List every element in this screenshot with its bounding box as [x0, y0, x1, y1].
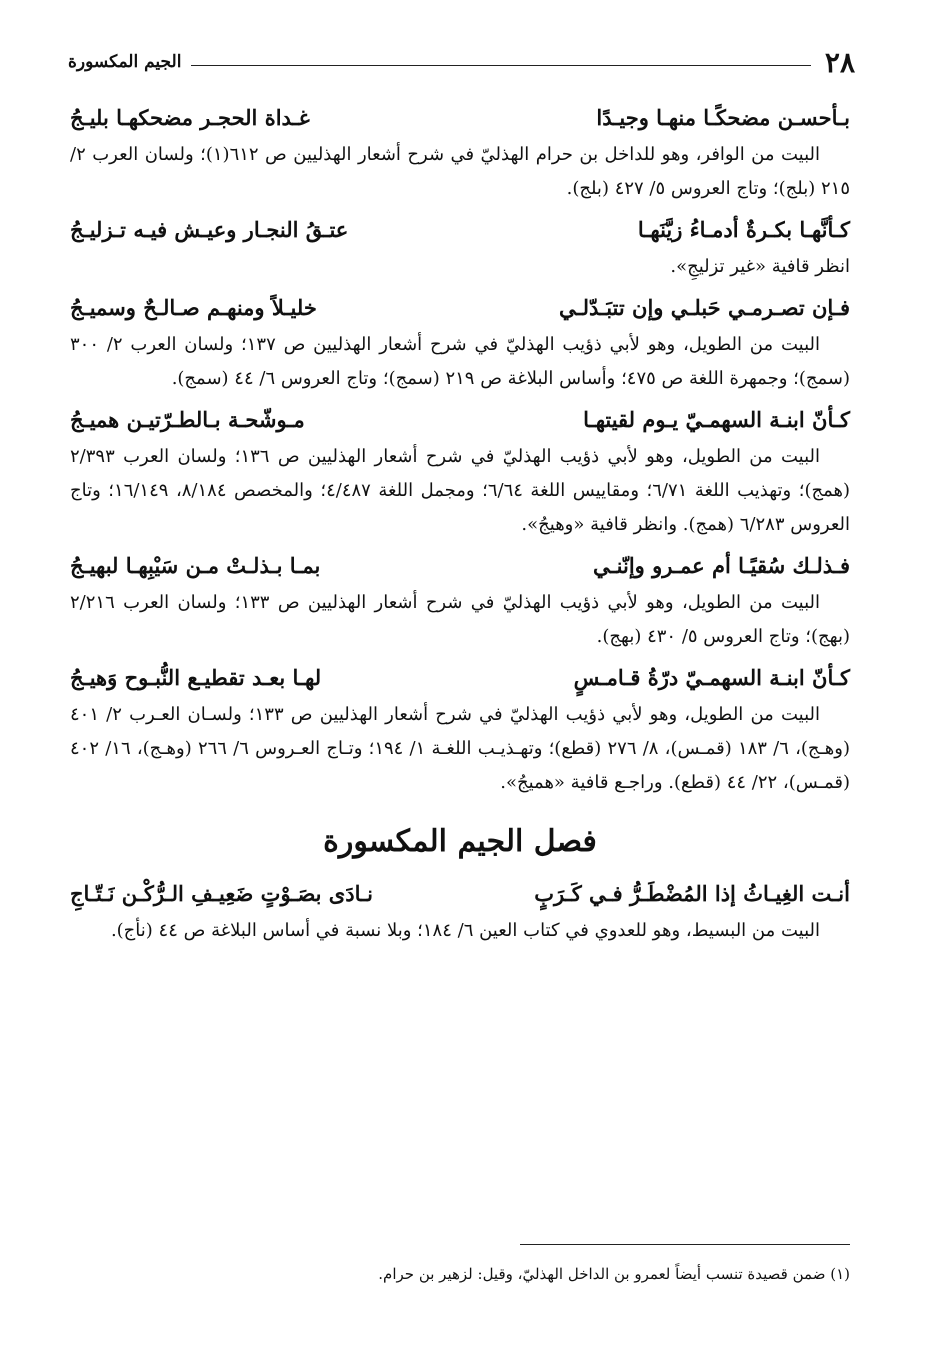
- verse-line: [70, 660, 850, 696]
- commentary-paragraph: [70, 328, 850, 396]
- commentary-text: البيت من الطويل، وهو لأبي ذؤيب الهذليّ في شرح أشعار الهذليين ص ١٣٧؛ ولسان العرب ٢/ ٣٠٠ (سمج)؛ وجمهرة اللغة ص ٤٧٥؛ وأساس البلاغة ص ٢١٩ (سمج)؛ وتاج العروس ٦/ ٤٤ (سمج).: [70, 334, 850, 389]
- entry: [70, 402, 850, 542]
- entry: [70, 660, 850, 800]
- verse-line: [70, 100, 850, 136]
- commentary-text: البيت من الطويل، وهو لأبي ذؤيب الهذليّ في شرح أشعار الهذليين ص ١٣٣؛ ولسان العرب ٢/٢١٦ (بهج)؛ وتاج العروس ٥/ ٤٣٠ (بهج).: [70, 592, 850, 647]
- commentary-text: البيت من البسيط، وهو للعدوي في كتاب العين ٦/ ١٨٤؛ وبلا نسبة في أساس البلاغة ص ٤٤ (نأج).: [110, 920, 820, 941]
- commentary-text: البيت من الوافر، وهو للداخل بن حرام الهذليّ في شرح أشعار الهذليين ص ٦١٢(١)؛ ولسان العرب ٢/ ٢١٥ (بلج)؛ وتاج العروس ٥/ ٤٢٧ (بلج).: [70, 144, 850, 199]
- header-rule: [191, 65, 811, 66]
- verse-second-hemistich: عتـقُ النجـار وعيـش فيـه تـزليـجُ: [70, 217, 349, 242]
- page-content: [70, 94, 850, 954]
- verse-line: [70, 876, 850, 912]
- page-number: ٢٨: [824, 45, 855, 79]
- entry: [70, 290, 850, 396]
- footnote-rule: [520, 1244, 850, 1245]
- commentary-paragraph: [70, 440, 850, 542]
- verse-line: [70, 212, 850, 248]
- verse-first-hemistich: بـأحسـن مضحكًـا منهـا وجيـدًا: [596, 105, 850, 130]
- commentary-text: انظر قافية «غير تزليجِ».: [670, 256, 850, 277]
- verse-first-hemistich: فـذلـك سُقيًـا أم عمـرو وإنّنـي: [592, 553, 850, 578]
- footnote: (١) ضمن قصيدة تنسب أيضاً لعمرو بن الداخل الهذليّ، وقيل: لزهير بن حرام.: [378, 1265, 850, 1283]
- commentary-paragraph: [70, 698, 850, 800]
- verse-first-hemistich: كـأنَّهـا بكـرةٌ أدمـاءُ زيَّنَهـا: [637, 217, 850, 242]
- verse-line: [70, 548, 850, 584]
- section-title: فصل الجيم المكسورة: [323, 824, 597, 859]
- entry: [70, 100, 850, 206]
- commentary-paragraph: [70, 250, 850, 284]
- commentary-paragraph: [70, 138, 850, 206]
- verse-second-hemistich: نـادَى بصَـوْتٍ ضَعِيـفِ الـرُّكْـن نَـتّـاجِ: [70, 881, 373, 906]
- verse-second-hemistich: مـوشّحـة بـالطـرّتيـن هميـجُ: [70, 407, 305, 432]
- verse-second-hemistich: خليـلاً ومنهـم صـالـحٌ وسميـجُ: [70, 295, 317, 320]
- verse-second-hemistich: بمـا بـذلـتْ مـن سَيْبِهـا لبهيـجُ: [70, 553, 321, 578]
- entry: [70, 212, 850, 284]
- commentary-paragraph: [70, 586, 850, 654]
- verse-first-hemistich: كـأنّ ابنـة السهمـيّ يـوم لقيتهـا: [583, 407, 850, 432]
- verse-second-hemistich: غـداة الحجـر مضحكهـا بليـجُ: [70, 105, 310, 130]
- verse-second-hemistich: لهـا بعـد تقطيـع النُّبـوح وَهيـجُ: [70, 665, 322, 690]
- verse-line: [70, 402, 850, 438]
- page-header: [68, 42, 855, 82]
- verse-first-hemistich: فـإن تصـرمـي حَبلـي وإن تتبَـدّلـي: [558, 295, 850, 320]
- verse-first-hemistich: أنـت الغِيـاثُ إذا المُضْطَـرُّ فـي كَـرَبٍ: [534, 881, 850, 906]
- commentary-paragraph: [70, 914, 850, 948]
- commentary-text: البيت من الطويل، وهو لأبي ذؤيب الهذليّ في شرح أشعار الهذليين ص ١٣٣؛ ولسـان العـرب ٢/ ٤٠١ (وهـج)، ٦/ ١٨٣ (قمـس)، ٨/ ٢٧٦ (قطع)؛ وتهـذيـب اللغـة ١/ ١٩٤؛ وتـاج العـروس ٦/ ٢٦٦ (وهـج)، ١٦/ ٤٠٢ (قمـس)، ٢٢/ ٤٤ (قطع). وراجـع قافية «هميجُ».: [70, 704, 851, 793]
- running-title: الجيم المكسورة: [68, 52, 182, 72]
- entry: [70, 876, 850, 948]
- commentary-text: البيت من الطويل، وهو لأبي ذؤيب الهذليّ في شرح أشعار الهذليين ص ١٣٦؛ ولسان العرب ٢/٣٩٣ (همج)؛ وتهذيب اللغة ٦/٧١؛ ومقاييس اللغة ٦/٦٤؛ ومجمل اللغة ٤/٤٨٧؛ والمخصص ٨/١٨٤، ١٦/١٤٩؛ وتاج العروس ٦/٢٨٣ (همج). وانظر قافية «وهيجُ».: [70, 446, 851, 535]
- verse-first-hemistich: كـأنّ ابنـة السهمـيّ درّةُ قـامـسٍ: [573, 665, 850, 690]
- entry: [70, 548, 850, 654]
- verse-line: [70, 290, 850, 326]
